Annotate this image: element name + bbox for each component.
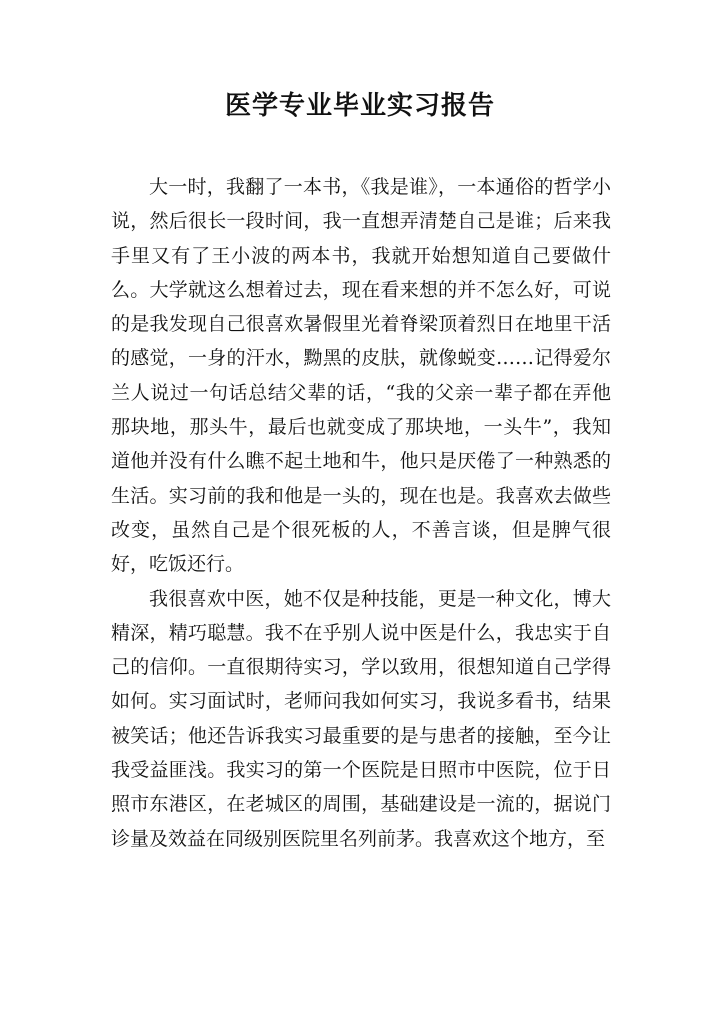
document-title: 医学专业毕业实习报告 <box>224 91 495 121</box>
paragraph-2: 我很喜欢中医，她不仅是种技能，更是一种文化，博大精深，精巧聪慧。我不在乎别人说中医是什么，我忠实于自己的信仰。一直很期待实习，学以致用，很想知道自己学得如何。实习面试时，老师问我如何实习，我说多看书，结果被笑话；他还告诉我实习最重要的是与患者的接触，至今让我受益匪浅。我实习的第一个医院是日照市中医院，位于日照市东港区，在老城区的周围，基础建设是一流的，据说门诊量及效益在同级别医院里名列前茅。我喜欢这个地方，至 <box>111 587 611 850</box>
paragraph-1: 大一时，我翻了一本书，《我是谁》，一本通俗的哲学小说，然后很长一段时间，我一直想弄清楚自己是谁；后来我手里又有了王小波的两本书，我就开始想知道自己要做什么。大学就这么想着过去，现在看来想的并不怎么好，可说的是我发现自己很喜欢暑假里光着脊梁顶着烈日在地里干活的感觉，一身的汗水，黝黑的皮肤，就像蜕变……记得爱尔兰人说过一句话总结父辈的话，“我的父亲一辈子都在弄他那块地，那头牛，最后也就变成了那块地，一头牛”，我知道他并没有什么瞧不起土地和牛，他只是厌倦了一种熟悉的生活。实习前的我和他是一头的，现在也是。我喜欢去做些改变，虽然自己是个很死板的人，不善言谈，但是脾气很好，吃饭还行。 <box>111 176 611 576</box>
document-body <box>111 170 611 856</box>
